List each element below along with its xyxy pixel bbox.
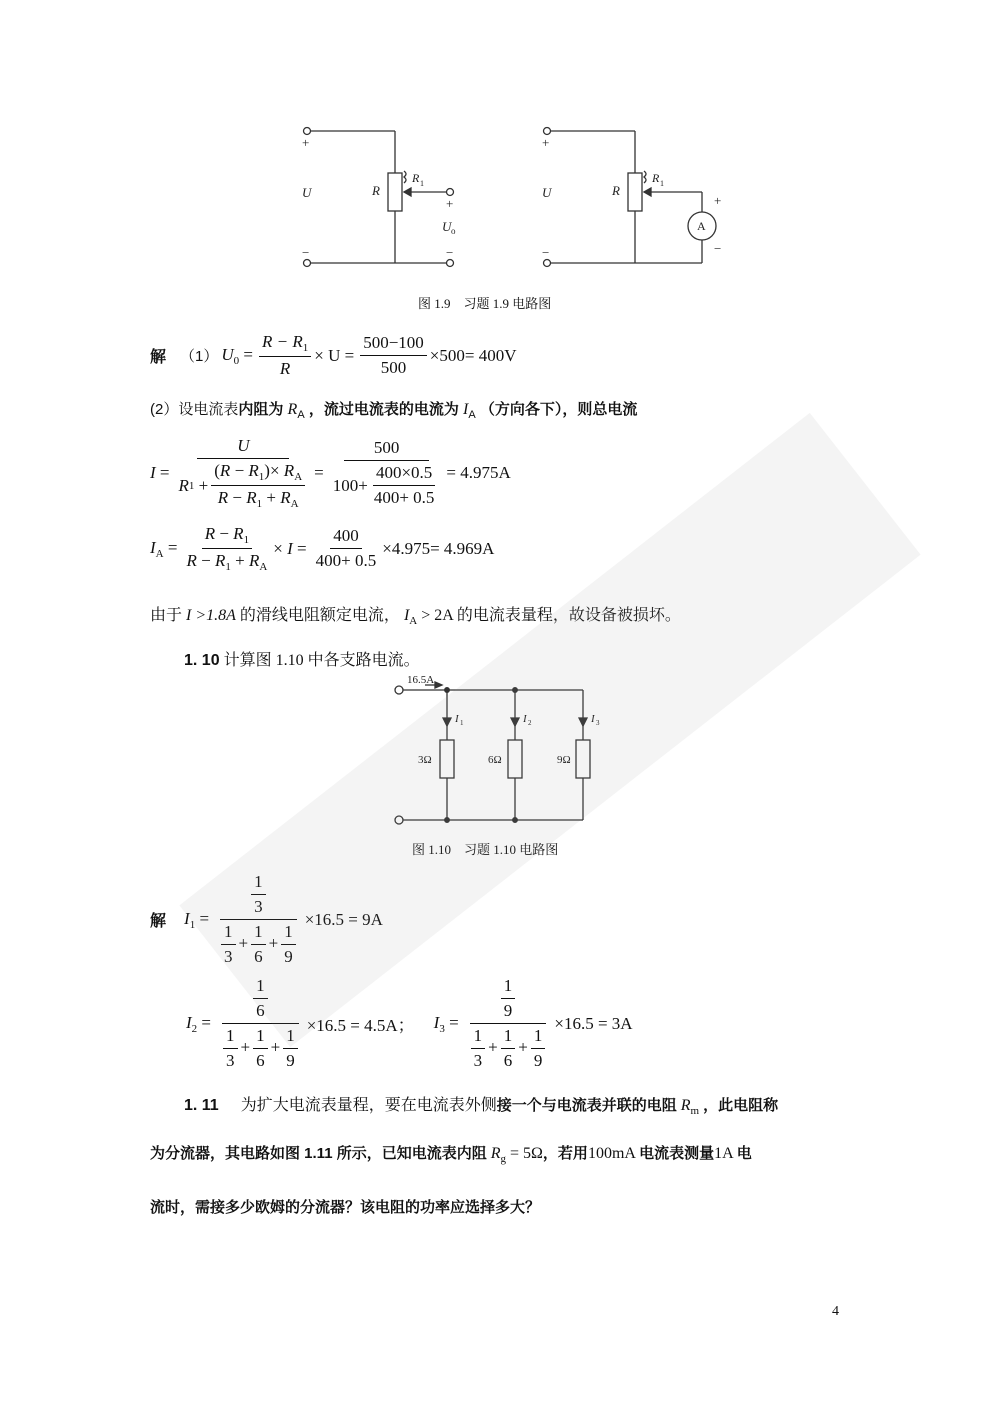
eq2-num1: U — [237, 436, 250, 455]
conclusion-a: 由于 — [150, 607, 183, 624]
solution-label: 解 — [150, 349, 167, 366]
left-R: R — [372, 183, 380, 198]
solution-1-10-eq2: $I_2$ = $\frac{1}{6}$ $\frac{1}{3}$ + $\frac{1}{6}$ + $\frac{1}{9}$ ×16.5 = 4.5A； $I_3$ = $\frac{1}{9}$ $\frac{1}{3}$ + $\frac{1}{6}$ + $\frac{1}{9}$ ×16.5 = 3A — [186, 976, 633, 1070]
left-R1-sub: 1 — [420, 179, 424, 188]
fig110-I2-sub: 2 — [528, 719, 532, 727]
right-plus-out: + — [714, 193, 722, 208]
fig110-r2: 6Ω — [488, 754, 502, 766]
eq2-den-den: 400+ 0.5 — [373, 488, 435, 507]
solution-1-10-label: 解 — [150, 913, 167, 930]
eq1-num1: R − R — [261, 332, 303, 351]
problem-1-11-line3: 流时，需接多少欧姆的分流器？该电阻的功率应选择多大？ — [150, 1199, 541, 1216]
part2-c: ，流过电流表的电流为 — [308, 401, 459, 418]
part2-line: (2）设电流表内阻为 $R_A$ ，流过电流表的电流为 $I_A$ （方向各下），则总电流 — [150, 401, 638, 421]
fig110-I1: I — [455, 713, 459, 725]
figure-1-9-caption: 图 1.9 习题 1.9 电路图 — [418, 296, 552, 311]
eq1-den1: R — [279, 359, 291, 378]
eq1-lhs: U — [221, 344, 234, 364]
eq2-num2: 500 — [344, 438, 430, 461]
right-minus-bottom: − — [542, 245, 550, 260]
eq2-rhs: = 4.975A — [446, 463, 511, 482]
problem-1-11-Rg-sub: g — [500, 1153, 506, 1165]
part2-b: 内阻为 — [238, 401, 284, 418]
eq1-lhs-sub: 0 — [233, 354, 240, 367]
part2-d: （方向各下），则总电流 — [479, 401, 638, 418]
left-Uo-sub: o — [451, 226, 456, 236]
fig110-r3: 9Ω — [557, 754, 571, 766]
eq3-num2: 400 — [330, 526, 362, 549]
condition-2: > 2A — [421, 607, 453, 624]
eq3-rhs: ×4.975= 4.969A — [382, 538, 495, 558]
part1-prefix: （1） — [180, 348, 219, 365]
problem-1-10-text: 计算图 1.10 中各支路电流。 — [223, 652, 420, 669]
right-R1: R — [652, 171, 660, 185]
left-minus-bottom: − — [302, 245, 310, 260]
problem-1-11-Rm-sub: m — [690, 1105, 700, 1117]
fig110-I3: I — [591, 713, 595, 725]
problem-1-10 — [184, 647, 420, 670]
eq2-den-prefix: 100+ — [332, 475, 368, 495]
left-plus-top: + — [302, 135, 310, 150]
left-U: U — [302, 185, 312, 200]
sol110-eq1-rhs: ×16.5 = 9A — [304, 909, 383, 929]
problem-1-11-line1 — [184, 1092, 778, 1117]
sol110-eq3-rhs: ×16.5 = 3A — [554, 1013, 633, 1033]
left-minus-out: − — [446, 245, 454, 260]
fig110-I1-sub: 1 — [460, 719, 464, 727]
part2-a: (2）设电流表 — [150, 401, 239, 418]
figure-1-10-caption: 图 1.10 习题 1.10 电路图 — [412, 842, 559, 857]
problem-1-11-Rg: R — [490, 1145, 501, 1162]
solution-1-9-eq2: I = U R 1 + $\frac{(R - R_1)\times R_A}{R - R_1 + R_A}$ = 500 100+ $\frac{400\times 0.5}{400+ 0.5}$ = 4.975A — [150, 436, 511, 510]
fig110-r1: 3Ω — [418, 754, 432, 766]
right-minus-out: − — [714, 241, 722, 256]
problem-1-11-line2-f: 电流表测量 — [639, 1145, 715, 1162]
eq1-frac1 — [259, 332, 311, 379]
fig110-I3-sub: 3 — [596, 719, 600, 727]
problem-1-11-line2-d: ，若用 — [542, 1145, 588, 1162]
right-R: R — [612, 183, 620, 198]
problem-1-11-line2-c: = 5Ω — [510, 1145, 543, 1162]
condition-1: I >1.8A — [186, 607, 236, 624]
solution-1-10-eq1: 解 $I_1$ = $\frac{1}{3}$ $\frac{1}{3}$ + $\frac{1}{6}$ + $\frac{1}{9}$ ×16.5 = 9A — [150, 872, 383, 966]
eq1-num1-sub: 1 — [302, 342, 309, 354]
eq2-frac1: U R 1 + $\frac{(R - R_1)\times R_A}{R - R_1 + R_A}$ — [176, 436, 312, 510]
problem-1-11-line2 — [150, 1142, 752, 1165]
left-Uo: U — [442, 219, 452, 234]
problem-1-11-line2-a: 为分流器，其电路如图 1.11 所示，已知电流表内阻 — [150, 1145, 487, 1162]
right-R1-sub: 1 — [660, 179, 664, 188]
solution-1-9-eq1: 解 （1） $U_0$ = $\frac{R - R_1}{R}$ × U = $\frac{500-100}{500}$ ×500= 400V — [150, 332, 517, 378]
eq1-den2: 500 — [380, 358, 407, 377]
fig110-current-in: 16.5A — [407, 674, 435, 686]
problem-1-11-Rm: R — [680, 1097, 691, 1114]
problem-1-11-line2-h: 电 — [736, 1145, 752, 1162]
problem-1-11-line1-a: 为扩大电流表量程，要在电流表外侧 — [240, 1097, 497, 1114]
eq2-den-num: 400×0.5 — [373, 463, 435, 486]
eq2-frac2 — [330, 438, 444, 508]
right-plus-top: + — [542, 135, 550, 150]
conclusion-b: 的滑线电阻额定电流， — [239, 607, 400, 624]
left-plus-out: + — [446, 196, 454, 211]
conclusion-c: 的电流表量程，故设备被损坏。 — [456, 607, 681, 624]
eq1-num2: 500−100 — [360, 333, 427, 356]
eq1-mid: × U = — [314, 345, 355, 365]
problem-1-11-number: 1. 11 — [184, 1097, 219, 1114]
eq3-den2: 400+ 0.5 — [315, 551, 377, 570]
problem-1-11-line2-e: 100mA — [587, 1145, 636, 1162]
problem-1-11-line1-c: ，此电阻称 — [703, 1097, 779, 1114]
figure-1-9 — [280, 115, 740, 275]
eq1-rhs: ×500= 400V — [429, 345, 517, 365]
page-number: 4 — [832, 1304, 839, 1319]
ammeter-label: A — [697, 219, 706, 233]
problem-1-11-line2-g: 1A — [714, 1145, 733, 1162]
right-U: U — [542, 185, 552, 200]
problem-1-10-number: 1. 10 — [184, 652, 220, 669]
solution-1-9-eq3: $I_A$ = $\frac{R - R_1}{R - R_1 + R_A}$ × I = $\frac{400}{400+ 0.5}$ ×4.975= 4.969A — [150, 524, 495, 573]
left-R1: R — [412, 171, 420, 185]
conclusion-line: 由于 I >1.8A 的滑线电阻额定电流， $I_A > 2A$ 的电流表量程，故设备被损坏。 — [150, 607, 681, 627]
problem-1-11-line1-b: 接一个与电流表并联的电阻 — [496, 1097, 677, 1114]
sol110-eq2-rhs: ×16.5 = 4.5A； — [306, 1016, 415, 1035]
fig110-I2: I — [523, 713, 527, 725]
eq1-frac2 — [360, 333, 427, 378]
